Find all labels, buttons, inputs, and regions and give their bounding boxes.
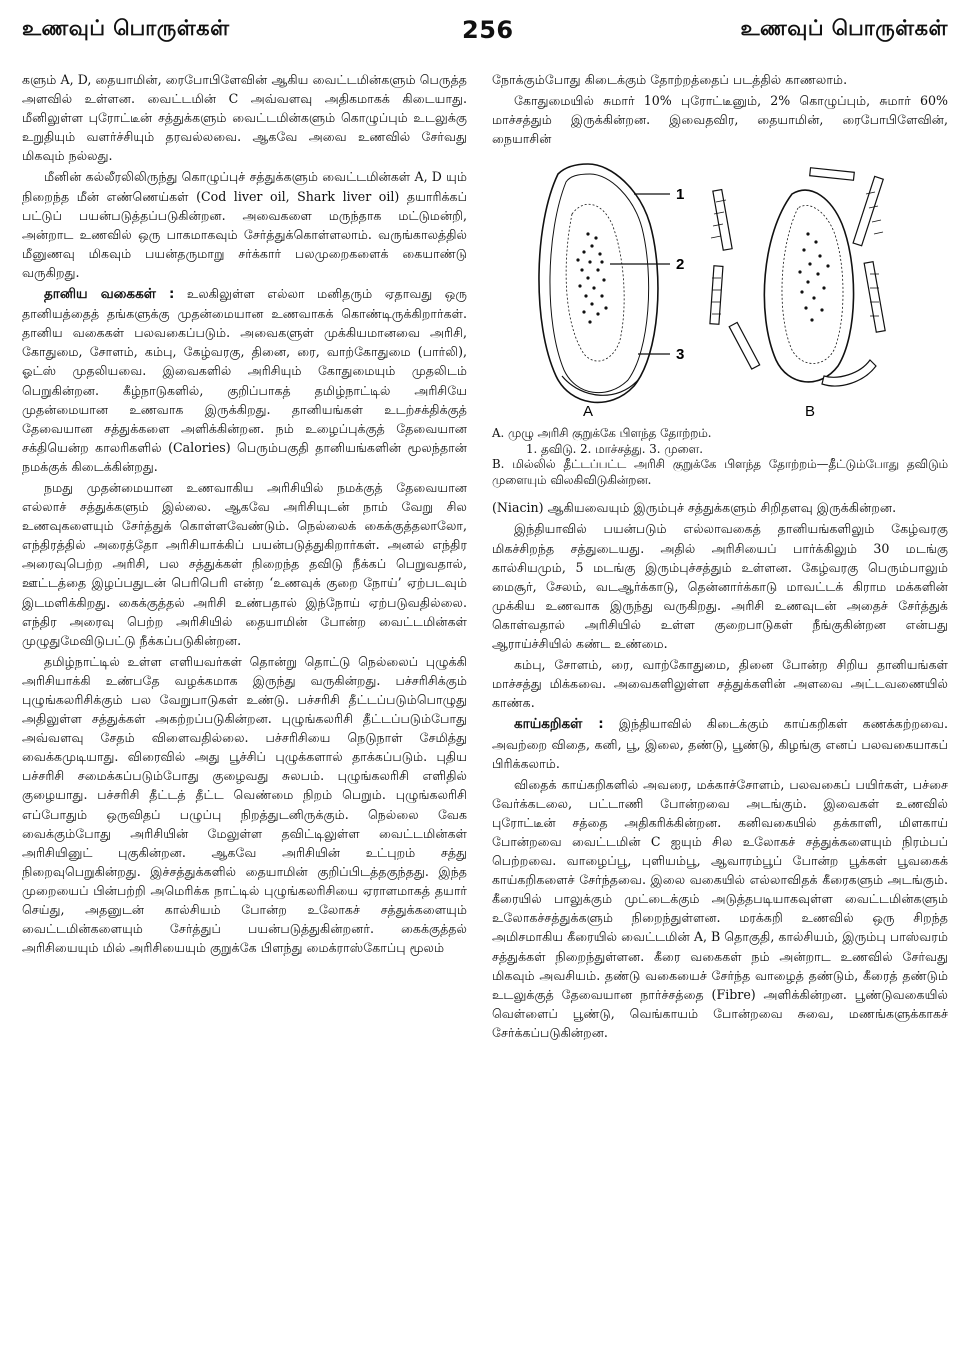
figure-label-1: 1 [676,186,685,204]
grain-whole-section [539,164,658,402]
rice-grain-illustration [492,154,948,422]
paragraph-millets: கம்பு, சோளம், ரை, வாற்கோதுமை, தினை போன்ற சிறிய தானியங்கள் மாச்சத்து மிக்கவை. அவைகளிலுள்ள சத்துக்களின் அளவை அட்டவணையில் காண்க. [492,657,948,711]
paragraph-wheat: கோதுமையில் சுமார் 10% புரோட்டீனும், 2% கொழுப்பும், சுமார் 60% மாச்சத்தும் இருக்கின்றன. இவைதவிர, தையாமின், ரைபோபிளேவின், நையாசின் [492,93,948,147]
bran-fragment-ticks [711,192,883,316]
running-header-left: உணவுப் பொருள்கள் [22,16,230,40]
figure-panel-b-label: B [804,403,816,421]
figure-caption-a-parts: 1. தவிடு. 2. மாச்சத்து. 3. முளை. [526,441,703,456]
figure-caption-b: B. மில்லில் தீட்டப்பட்ட அரிசி குறுக்கே பிளந்த தோற்றம்—தீட்டும்போது தவிடும் முளையும் விலகிவிடுகின்றன. [492,457,948,487]
rice-grain-figure [492,154,948,422]
running-header-right: உணவுப் பொருள்கள் [740,16,948,40]
paragraph-niacin: (Niacin) ஆகியவையும் இரும்புச் சத்துக்களும் சிறிதளவு இருக்கின்றன. [492,500,897,516]
grain-milled-section [764,191,853,383]
figure-label-3: 3 [676,346,685,364]
paragraph-rice-nutrition: நமது முதன்மையான உணவாகிய அரிசியில் நமக்குத் தேவையான எல்லாச் சத்துக்களும் இல்லை. ஆகவே அரிசியுடன் நாம் வேறு சில உணவுகளையும் சேர்த்துக் கொள்ளவேண்டும். நெல்லைக் கைக்குத்தலாலோ, எந்திரத்தில் அரைத்தோ அரிசியாக்கிப் பயன்படுத்துகிறார்கள். அனல் எந்திர அரைவுபெற்ற அரிசி, பல சத்துக்கள் நிறைந்த தவிடு நீக்கப் பெறுவதால், ஊட்டத்தை இழப்பதுடன் பெரிபெரி என்ற ‘உணவுக் குறை நோய்’ ஏற்படவும் இடமளிக்கிறது. கைக்குத்தல் அரிசி உண்பதால் இந்நோய் ஏற்படுவதில்லை. எந்திர அரைவு பெற்ற அரிசியில் தையாமின் போன்ற வைட்டமின்கள் முழுதுமேவிடுபட்டு நீக்கப்படுகின்றன. [22,479,467,648]
grain-whole-starch-dots [576,233,607,324]
paragraph-fish-liver-oil: மீனின் கல்லீரலிலிருந்து கொழுப்புச் சத்துக்களும் வைட்டமின்கள் A, D யும் நிறைந்த மீன் எண்ணெய்கள் (Cod liver oil, Shark liver oil) தயாரிக்கப் பட்டுப் பயன்படுத்தப்படுகின்றன. அவைகளை மருந்தாக மட்டுமன்றி, அன்றாட உணவில் ஒரு பாகமாகவும் சேர்த்துக்கொள்ளலாம். வருங்காலத்தில் மீனுணவு மிகவும் பயன்தருமாறு சர்க்கார் பலமுறைகளைக் கையாண்டு வருகிறது. [22,169,467,280]
figure-caption-a: A. முழு அரிசி குறுக்கே பிளந்த தோற்றம். [492,426,712,441]
section-heading-grains: தானிய வகைகள் : [44,286,175,303]
paragraph-vegetables [492,714,948,772]
left-column [22,70,467,957]
paragraph-parboiled-rice: தமிழ்நாட்டில் உள்ள எளியவர்கள் தொன்று தொட்டு நெல்லைப் புழுக்கி அரிசியாக்கி உண்பதே வழக்கமாக இருந்து வருகின்றது. பச்சரிசிக்கும் புழுங்கலரிசிக்கும் பல வேறுபாடுகள் உண்டு. பச்சரிசி தீட்டப்படும்பொழுது அதிலுள்ள சத்துக்கள் அகற்றப்படுகின்றன. புழுங்கலரிசி தீட்டப்படும்போது அவ்வளவு சேதம் விளைவதில்லை. பச்சரிசியை நெடுநாள் சேமித்து வைக்கமுடியாது. விரைவில் அது பூச்சிப் புழுக்களால் தாக்கப்படும். புதிய பச்சரிசி சமைக்கப்படும்போது குழைவது சுலபம். புழுங்கலரிசி எளிதில் குழையாது. பச்சரிசி தீட்டத் தீட்ட வெண்மை நிறம் பெறும். புழுங்கலரிசி எப்போதும் ஒருவிதப் பழுப்பு நிறத்துடனிருக்கும். நெல்லை வேக வைக்கும்போது அரிசியின் மேலுள்ள தவிட்டிலுள்ள வைட்டமின்கள் அரிசியினுட் புகுகின்றன. ஆகவே அரிசியின் உட்புறம் சத்து நிறைவுபெறுகின்றது. இச்சத்துக்களில் தையாமின் குறிப்பிடத்தகுந்தது. இந்த முறையைப் பின்பற்றி அமெரிக்க நாட்டில் புழுங்கலரிசியை ஏராளமாகத் தயார் செய்து, அதனுடன் கால்சியம் போன்ற உலோகச் சத்துக்களையும் வைட்டமின்களையும் சேர்த்துப் பயன்படுத்துகின்றனர். கைக்குத்தல் அரிசியையும் மில் அரிசியையும் குறுக்கே பிளந்து மைக்ராஸ்கோப்பு மூலம் [22,653,467,956]
bran-fragments [710,168,885,386]
paragraph-vegetables-text: இந்தியாவில் கிடைக்கும் காய்கறிகள் கணக்கற்றவை. அவற்றை விதை, கனி, பூ, இலை, தண்டு, பூண்டு, கிழங்கு எனப் பலவகையாகப் பிரிக்கலாம். [492,716,948,771]
figure-caption [492,426,948,488]
figure-leader-lines [610,194,670,354]
figure-panel-a-label: A [582,403,594,421]
grain-milled-starch-dots [798,233,829,322]
paragraph-grains [22,284,467,476]
section-heading-vegetables: காய்கறிகள் : [514,716,604,733]
figure-label-2: 2 [676,256,685,274]
paragraph-fish-vitamins: களும் A, D, தையாமின், ரைபோபிளேவின் ஆகிய வைட்டமின்களும் பெருத்த அளவில் உள்ளன. வைட்டமின் C அவ்வளவு அதிகமாகக் கிடையாது. மீனிலுள்ள புரோட்டீன் சத்துக்களும் வைட்டமின்களும் கொழுப்பும் உடலுக்கு உறுதியும் வளர்ச்சியும் தரவல்லவை. ஆகவே அவை உணவில் சேர்வது மிகவும் நல்லது. [22,72,467,164]
paragraph-microscope-view: நோக்கும்போது கிடைக்கும் தோற்றத்தைப் படத்தில் காணலாம். [492,72,848,87]
page-number: 256 [462,16,514,44]
paragraph-ragi: இந்தியாவில் பயன்படும் எல்லாவகைத் தானியங்களிலும் கேழ்வரகு மிகச்சிறந்த சத்துடையது. அதில் அரிசியைப் பார்க்கிலும் 30 மடங்கு கால்சியமும், 5 மடங்கு இரும்புச்சத்தும் உள்ளன. கேழ்வரகு பெரும்பாலும் மைசூர், சேலம், வடஆர்க்காடு, தென்னார்க்காடு மாவட்டக் கிராம மக்களின் முக்கிய உணவாக இருந்து வருகிறது. அரிசி உணவுடன் அதைச் சேர்த்துக் கொள்வதால் அரிசியில் உள்ள குறைபாடுகள் நீங்குகின்றன என்பது ஆராய்ச்சியில் கண்ட உண்மை. [492,521,948,652]
paragraph-grains-text: உலகிலுள்ள எல்லா மனிதரும் ஏதாவது ஒரு தானியத்தைத் தங்களுக்கு முதன்மையான உணவாகக் கொண்டிருக்கிறார்கள். தானிய வகைகள் பலவகைப்படும். அவைகளுள் முக்கியமானவை அரிசி, கோதுமை, சோளம், கம்பு, கேழ்வரகு, தினை, ரை, வாற்கோதுமை (பார்லி), ஓட்ஸ் முதலியவை. இவைகளில் அரிசியும் கோதுமையும் முதலிடம் பெறுகின்றன. கீழ்நாடுகளில், குறிப்பாகத் தமிழ்நாட்டில் அரிசியே முதன்மையான உணவாக இருக்கிறது. தானியங்கள் உடற்சக்திக்குத் தேவையான சத்துக்களை அளிக்கின்றன. நம் உழைப்புக்குத் தேவையான சக்தியென்ற காலரிகளில் (Calories) பெரும்பகுதி தானியங்களின் மூலந்தான் நமக்குக் கிடைக்கின்றது. [22,286,467,474]
paragraph-vegetable-types: விதைக் காய்கறிகளில் அவரை, மக்காச்சோளம், பலவகைப் பயிர்கள், பச்சை வேர்க்கடலை, பட்டாணி போன்றவை அடங்கும். இவைகள் உணவில் புரோட்டீன் சத்தை அதிகரிக்கின்றன. கனிவகையில் தக்காளி, மிளகாய் போன்றவை வைட்டமின் C ஐயும் சில உலோகச் சத்துக்களையும் நிரம்பப் பெற்றவை. வாழைப்பூ, புளியம்பூ, ஆவாரம்பூப் போன்ற பூக்கள் பூவகைக் காய்கறிகளைச் சேர்ந்தவை. இலை வகையில் எல்லாவிதக் கீரைகளும் அடங்கும். கீரையில் பாலுக்கும் முட்டைக்கும் அடுத்தபடியாகவுள்ள வைட்டமின்களும் உலோகச்சத்துக்களும் நிறைந்துள்ளன. மரக்கறி உணவில் ஒரு சிறந்த அமிசமாகிய கீரையில் வைட்டமின் A, B தொகுதி, கால்சியம், இரும்பு பாஸ்வரம் சத்துக்கள் நிறைந்துள்ளன. கீரை வகைகள் நம் அன்றாட உணவில் சேர்வது மிகவும் அவசியம். தண்டு வகையைச் சேர்ந்த வாழைத் தண்டும், கீரைத் தண்டும் உடலுக்குத் தேவையான நார்ச்சத்தை (Fibre) அளிக்கின்றன. பூண்டுவகையில் வெள்ளைப் பூண்டு, வெங்காயம் போன்றவை சுவை, மணங்களுக்காகச் சேர்க்கப்படுகின்றன. [492,776,948,1040]
right-column [492,70,948,1042]
